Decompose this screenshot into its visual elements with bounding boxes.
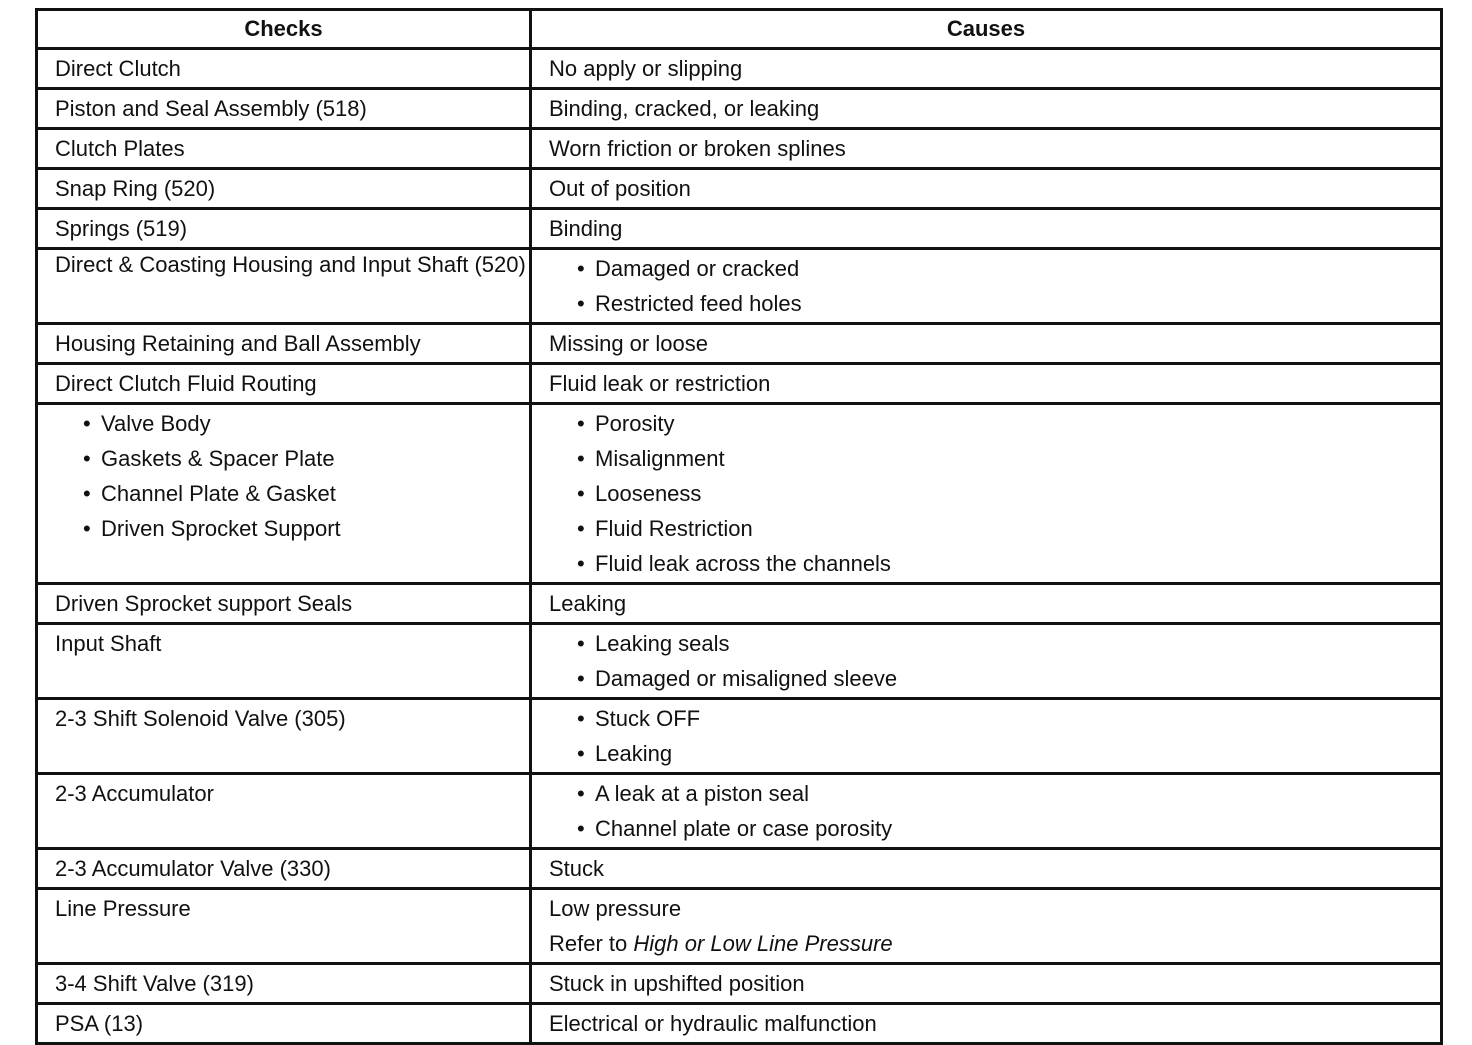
cause-list-item: • Leaking seals xyxy=(577,626,1440,661)
cause-list xyxy=(549,406,1440,581)
check-list-item: • Channel Plate & Gasket xyxy=(83,476,529,511)
cause-cell: Leaking xyxy=(531,584,1442,624)
table-row xyxy=(37,849,1442,889)
table-row xyxy=(37,404,1442,584)
check-cell: Springs (519) xyxy=(37,209,531,249)
table-row xyxy=(37,364,1442,404)
check-cell: Snap Ring (520) xyxy=(37,169,531,209)
check-cell: Clutch Plates xyxy=(37,129,531,169)
causes-column-header: Causes xyxy=(531,10,1442,49)
cause-reference-line xyxy=(549,926,1440,961)
cause-cell xyxy=(531,889,1442,964)
cause-cell: Worn friction or broken splines xyxy=(531,129,1442,169)
check-cell: Line Pressure xyxy=(37,889,531,964)
check-list-item: • Gaskets & Spacer Plate xyxy=(83,441,529,476)
cause-cell: Stuck xyxy=(531,849,1442,889)
check-cell: 3-4 Shift Valve (319) xyxy=(37,964,531,1004)
table-row xyxy=(37,89,1442,129)
check-cell: PSA (13) xyxy=(37,1004,531,1044)
cause-cell xyxy=(531,249,1442,324)
cause-line: Low pressure xyxy=(549,896,682,921)
cause-cell: No apply or slipping xyxy=(531,49,1442,89)
cause-list-item: • Channel plate or case porosity xyxy=(577,811,1440,846)
check-cell: 2-3 Accumulator Valve (330) xyxy=(37,849,531,889)
header-row xyxy=(37,10,1442,49)
cause-list-item: • A leak at a piston seal xyxy=(577,776,1440,811)
cause-list-item: • Restricted feed holes xyxy=(577,286,1440,321)
cause-cell: Stuck in upshifted position xyxy=(531,964,1442,1004)
check-cell: Direct Clutch Fluid Routing xyxy=(37,364,531,404)
cause-list-item: • Stuck OFF xyxy=(577,701,1440,736)
check-cell: Driven Sprocket support Seals xyxy=(37,584,531,624)
diagnosis-table xyxy=(35,8,1443,1045)
cause-cell xyxy=(531,699,1442,774)
check-cell: Input Shaft xyxy=(37,624,531,699)
cause-cell: Binding, cracked, or leaking xyxy=(531,89,1442,129)
table-row xyxy=(37,169,1442,209)
cause-list xyxy=(549,626,1440,696)
reference-prefix: Refer to xyxy=(549,931,628,956)
cause-cell: Electrical or hydraulic malfunction xyxy=(531,1004,1442,1044)
check-list-item: • Valve Body xyxy=(83,406,529,441)
check-cell: 2-3 Accumulator xyxy=(37,774,531,849)
cause-list-item: • Fluid leak across the channels xyxy=(577,546,1440,581)
table-row xyxy=(37,324,1442,364)
cause-list xyxy=(549,701,1440,771)
checks-column-header: Checks xyxy=(37,10,531,49)
check-cell: 2-3 Shift Solenoid Valve (305) xyxy=(37,699,531,774)
check-cell: Direct & Coasting Housing and Input Shaft (520) xyxy=(37,249,531,324)
cause-list-item: • Porosity xyxy=(577,406,1440,441)
table-row xyxy=(37,209,1442,249)
table-row xyxy=(37,774,1442,849)
cause-cell xyxy=(531,624,1442,699)
table-row xyxy=(37,889,1442,964)
cause-list-item: • Fluid Restriction xyxy=(577,511,1440,546)
cause-cell xyxy=(531,404,1442,584)
reference-link-text: High or Low Line Pressure xyxy=(633,931,893,956)
table-row xyxy=(37,964,1442,1004)
table-row xyxy=(37,584,1442,624)
cause-cell: Fluid leak or restriction xyxy=(531,364,1442,404)
table-row xyxy=(37,624,1442,699)
table-row xyxy=(37,49,1442,89)
cause-list-item: • Misalignment xyxy=(577,441,1440,476)
cause-cell: Missing or loose xyxy=(531,324,1442,364)
cause-list-item: • Damaged or cracked xyxy=(577,251,1440,286)
cause-cell: Binding xyxy=(531,209,1442,249)
check-list xyxy=(55,406,529,546)
check-cell xyxy=(37,404,531,584)
cause-list-item: • Damaged or misaligned sleeve xyxy=(577,661,1440,696)
check-cell: Piston and Seal Assembly (518) xyxy=(37,89,531,129)
check-list-item: • Driven Sprocket Support xyxy=(83,511,529,546)
check-cell: Direct Clutch xyxy=(37,49,531,89)
table-row xyxy=(37,699,1442,774)
cause-cell xyxy=(531,774,1442,849)
table-row xyxy=(37,1004,1442,1044)
cause-list xyxy=(549,776,1440,846)
table-row xyxy=(37,249,1442,324)
check-cell: Housing Retaining and Ball Assembly xyxy=(37,324,531,364)
cause-list-item: • Leaking xyxy=(577,736,1440,771)
table-row xyxy=(37,129,1442,169)
cause-list-item: • Looseness xyxy=(577,476,1440,511)
cause-cell: Out of position xyxy=(531,169,1442,209)
cause-list xyxy=(549,251,1440,321)
